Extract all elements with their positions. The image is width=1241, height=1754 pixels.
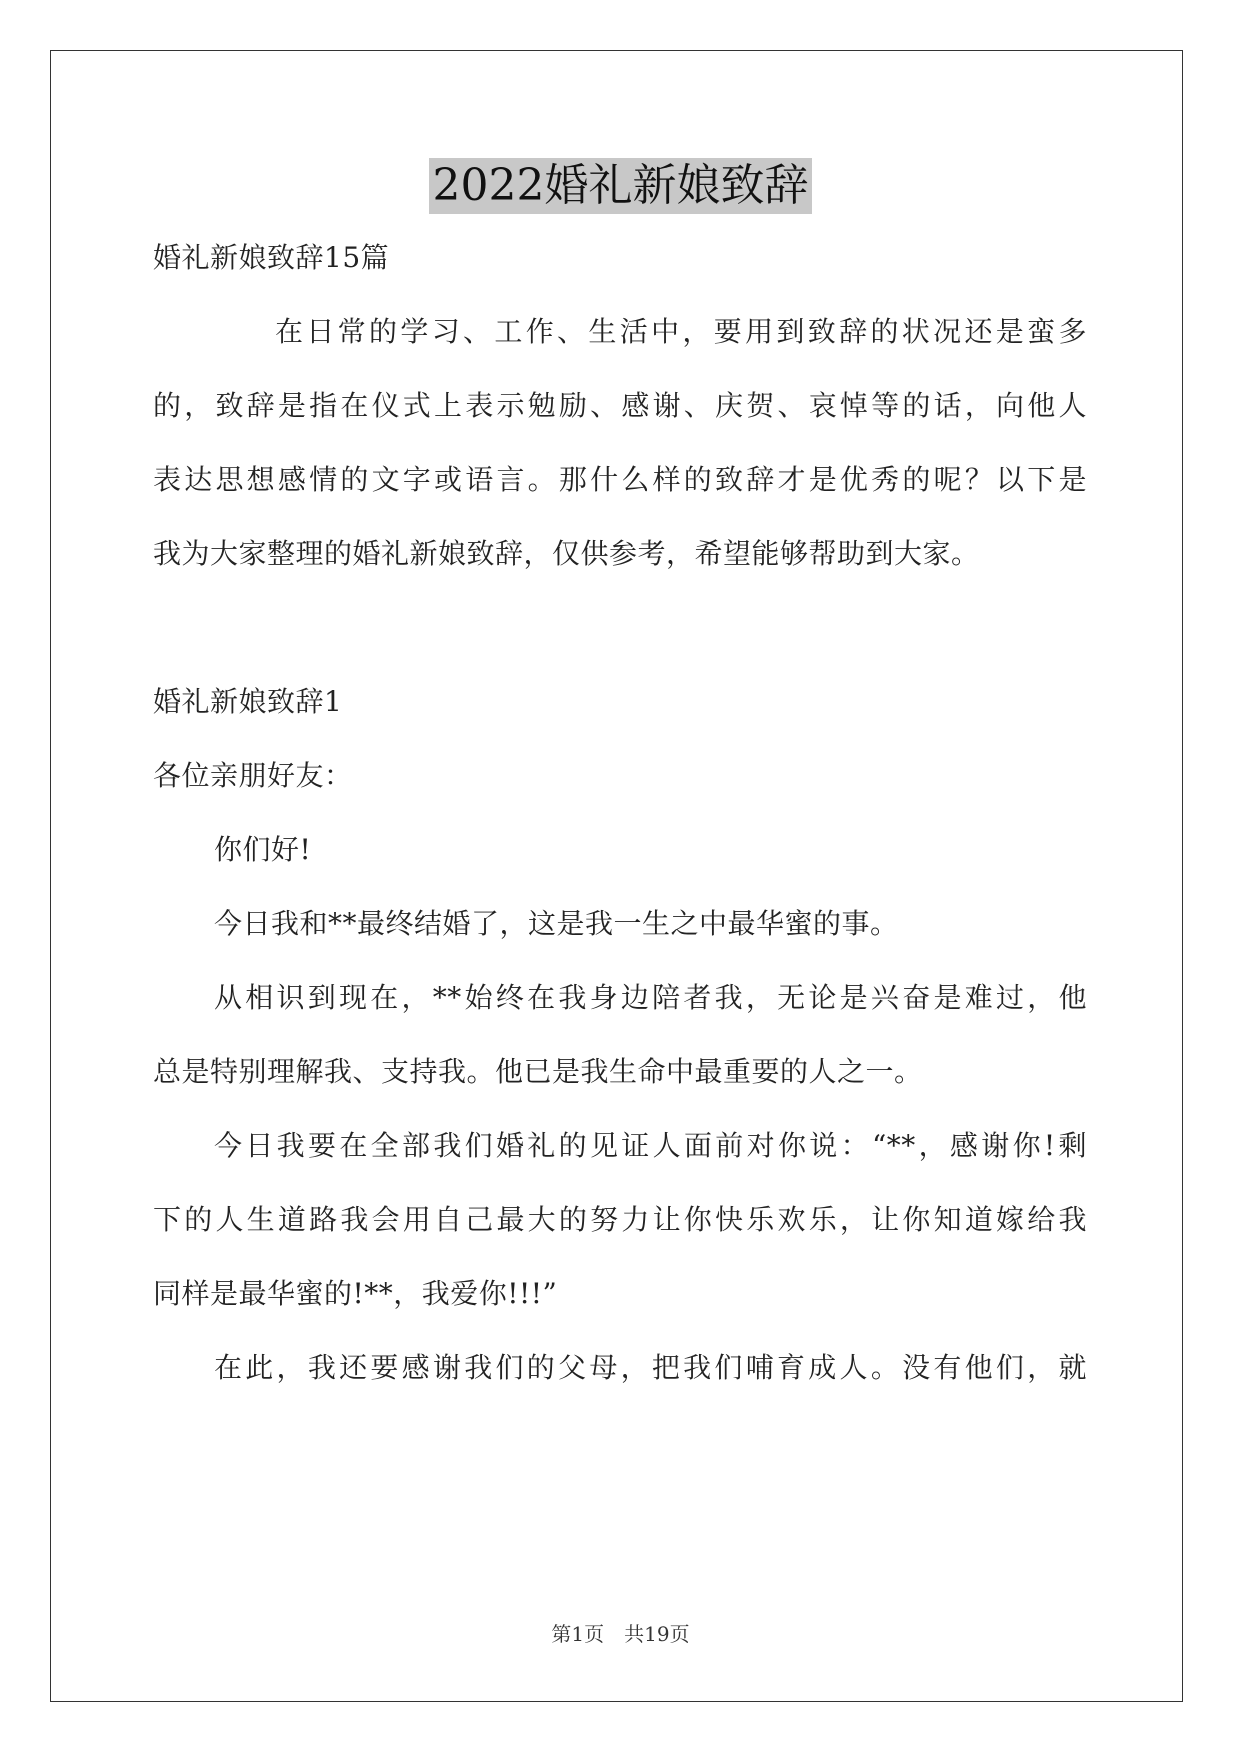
salutation: 各位亲朋好友：	[153, 759, 353, 792]
section-heading: 婚礼新娘致辞1	[153, 685, 343, 718]
document-subtitle: 婚礼新娘致辞15篇	[153, 241, 390, 274]
body-line-7: 在此，我还要感谢我们的父母，把我们哺育成人。没有他们，就	[214, 1351, 1087, 1384]
title-container	[0, 158, 1241, 214]
body-line-4: 今日我要在全部我们婚礼的见证人面前对你说：“**，感谢你!剩	[214, 1129, 1087, 1162]
document-title: 2022婚礼新娘致辞	[429, 158, 813, 214]
intro-line-3: 表达思想感情的文字或语言。那什么样的致辞才是优秀的呢？以下是	[153, 463, 1087, 496]
intro-line-1: 在日常的学习、工作、生活中，要用到致辞的状况还是蛮多	[275, 315, 1087, 348]
body-line-6: 同样是最华蜜的!**，我爱你!!!”	[153, 1277, 558, 1310]
body-line-3: 总是特别理解我、支持我。他已是我生命中最重要的人之一。	[153, 1055, 923, 1088]
body-line-2: 从相识到现在，**始终在我身边陪者我，无论是兴奋是难过，他	[214, 981, 1087, 1014]
page-number: 第1页 共19页	[551, 1622, 690, 1646]
body-line-1: 今日我和**最终结婚了，这是我一生之中最华蜜的事。	[214, 907, 899, 940]
body-line-5: 下的人生道路我会用自己最大的努力让你快乐欢乐，让你知道嫁给我	[153, 1203, 1087, 1236]
page-border	[50, 50, 1183, 1702]
intro-line-2: 的，致辞是指在仪式上表示勉励、感谢、庆贺、哀悼等的话，向他人	[153, 389, 1087, 422]
greeting: 你们好!	[214, 833, 312, 866]
intro-line-4: 我为大家整理的婚礼新娘致辞，仅供参考，希望能够帮助到大家。	[153, 537, 980, 570]
